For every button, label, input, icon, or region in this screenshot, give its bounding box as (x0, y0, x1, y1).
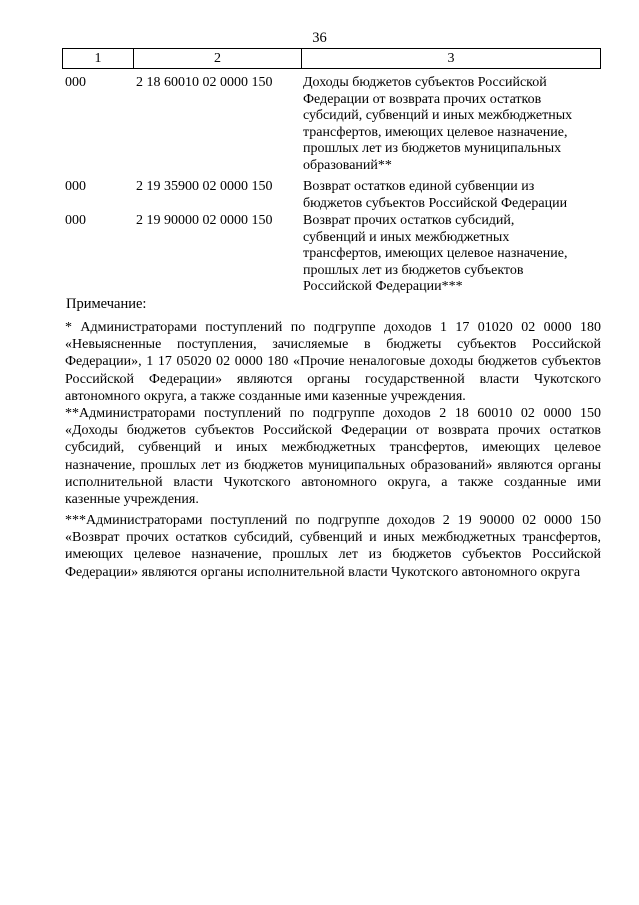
table-header (62, 48, 601, 69)
income-code: 2 19 90000 02 0000 150 (136, 213, 273, 228)
admin-code: 000 (65, 75, 86, 90)
column-header-1: 1 (63, 49, 134, 69)
note-paragraph: * Администраторами поступлений по подгруппе доходов 1 17 01020 02 0000 180 «Невыясненные поступления, зачисляемые в бюджеты субъектов Российской Федерации», 1 17 05020 02 0000 180 «Прочие неналоговые доходы бюджетов субъектов Российской Федерации» являются органы государственной власти Чукотского автономного округа, а также созданные ими казенные учреждения. (65, 320, 601, 404)
column-header-3: 3 (302, 49, 601, 69)
income-description: Возврат прочих остатков субсидий, субвенций и иных межбюджетных трансфертов, имеющих целевое назначение, прошлых лет из бюджетов субъектов Российской Федерации*** (303, 213, 568, 295)
income-code: 2 19 35900 02 0000 150 (136, 179, 273, 194)
note-paragraph: ***Администраторами поступлений по подгруппе доходов 2 19 90000 02 0000 150 «Возврат прочих остатков субсидий, субвенций и иных межбюджетных трансфертов, имеющих целевое назначение, прошлых лет из бюджетов субъектов Российской Федерации» являются органы исполнительной власти Чукотского автономного округа (65, 513, 601, 580)
income-code: 2 18 60010 02 0000 150 (136, 75, 273, 90)
income-description: Возврат остатков единой субвенции из бюджетов субъектов Российской Федерации (303, 179, 568, 211)
income-description: Доходы бюджетов субъектов Российской Федерации от возврата прочих остатков субсидий, субвенций и иных межбюджетных трансфертов, имеющих целевое назначение, прошлых лет из бюджетов муниципальных образований** (303, 75, 573, 173)
admin-code: 000 (65, 213, 86, 228)
note-paragraph: **Администраторами поступлений по подгруппе доходов 2 18 60010 02 0000 150 «Доходы бюджетов субъектов Российской Федерации от возврата прочих остатков субсидий, субвенций и иных межбюджетных трансфертов, имеющих целевое назначение, прошлых лет из бюджетов муниципальных образований» являются органы исполнительной власти Чукотского автономного округа, а также созданные ими казенные учреждения. (65, 406, 601, 508)
notes-title: Примечание: (66, 296, 147, 312)
admin-code: 000 (65, 179, 86, 194)
header-row (63, 49, 601, 69)
page-number: 36 (312, 30, 327, 46)
column-header-2: 2 (134, 49, 302, 69)
